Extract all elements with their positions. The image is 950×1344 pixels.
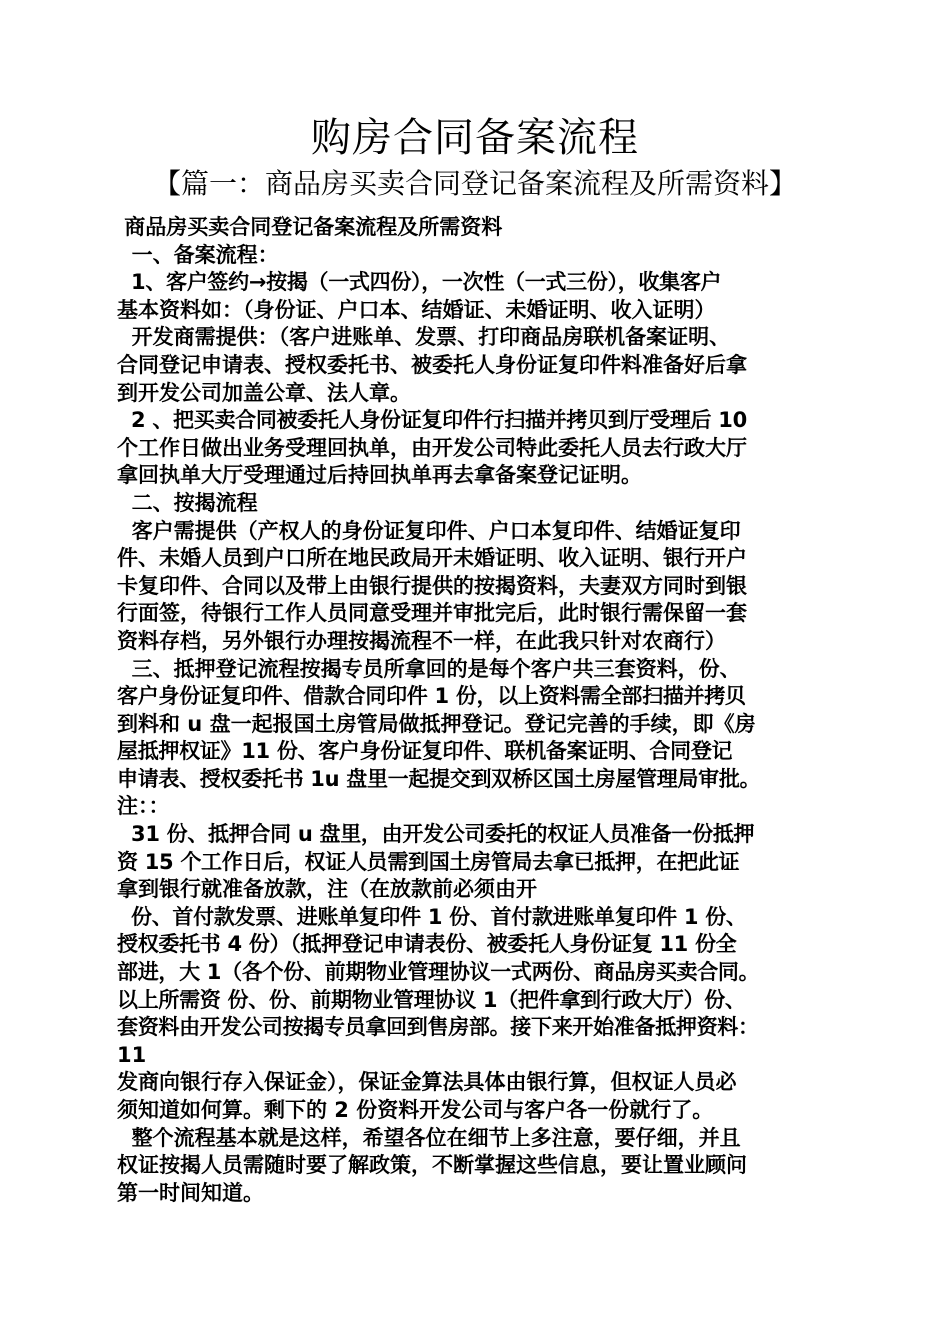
body-line: 第一时间知道。 [117,1180,264,1205]
body-line: 件、未婚人员到户口所在地民政局开未婚证明、收入证明、银行开户 [117,546,747,571]
body-line: 2 、把买卖合同被委托人身份证复印件行扫描并拷贝到厅受理后 10 [117,408,747,433]
body-line: 须知道如何算。剩下的 2 份资料开发公司与客户各一份就行了。 [117,1098,714,1122]
body-line: 申请表、授权委托书 1u 盘里一起提交到双桥区国土房屋管理局审批。 [117,766,761,791]
body-line: 31 份、抵押合同 u 盘里，由开发公司委托的权证人员准备一份抵押 [117,822,755,847]
body-line: 基本资料如：（身份证、户口本、结婚证、未婚证明、收入证明） [117,297,716,322]
body-line: 到开发公司加盖公章、法人章。 [117,380,411,405]
body-line: 客户需提供（产权人的身份证复印件、户口本复印件、结婚证复印 [117,518,741,543]
body-line: 份、首付款发票、进账单复印件 1 份、首付款进账单复印件 1 份、 [117,904,747,929]
section-heading: 商品房买卖合同登记备案流程及所需资料 [117,215,503,239]
body-line: 授权委托书 4 份）（抵押登记申请表份、被委托人身份证复 11 份全 [117,932,737,957]
body-line: 屋抵押权证》11 份、客户身份证复印件、联机备案证明、合同登记 [117,739,733,764]
section-heading: 一、备案流程： [117,242,279,267]
body-line: 行面签，待银行工作人员同意受理并审批完后，此时银行需保留一套 [117,601,747,626]
body-line: 发商向银行存入保证金），保证金算法具体由银行算，但权证人员必 [117,1070,737,1095]
body-line: 资料存档，另外银行办理按揭流程不一样，在此我只针对农商行） [117,628,726,653]
document-subtitle: 【篇一：商品房买卖合同登记备案流程及所需资料】 [152,167,797,200]
body-line: 以上所需资 份、份、前期物业管理协议 1（把件拿到行政大厅）份、 [117,987,746,1012]
body-line: 客户身份证复印件、借款合同印件 1 份，以上资料需全部扫描并拷贝 [117,684,746,709]
body-line: 11 [117,1042,147,1067]
body-line: 到料和 u 盘一起报国土房管局做抵押登记。登记完善的手续，即《房 [117,711,756,736]
document-body [117,214,847,1207]
body-line: 卡复印件、合同以及带上由银行提供的按揭资料，夫妻双方同时到银 [117,573,747,598]
body-line: 个工作日做出业务受理回执单，由开发公司特此委托人员去行政大厅 [117,435,747,460]
section-heading: 三、抵押登记流程按揭专员所拿回的是每个客户共三套资料，份、 [117,656,741,681]
section-heading: 二、按揭流程 [117,490,258,515]
body-line: 拿到银行就准备放款，注（在放款前必须由开 [117,877,537,902]
document-title: 购房合同备案流程 [311,115,639,161]
body-line: 1、客户签约→按揭（一式四份），一次性（一式三份），收集客户 [117,270,722,295]
body-line: 开发商需提供：（客户进账单、发票、打印商品房联机备案证明、 [117,325,731,350]
body-line: 合同登记申请表、授权委托书、被委托人身份证复印件料准备好后拿 [117,352,747,377]
body-line: 套资料由开发公司按揭专员拿回到售房部。接下来开始准备抵押资料： [117,1015,759,1040]
body-line: 权证按揭人员需随时要了解政策，不断掌握这些信息，要让置业顾问 [117,1153,747,1178]
body-line: 整个流程基本就是这样，希望各位在细节上多注意，要仔细，并且 [117,1125,741,1150]
body-line: 部进，大 1（各个份、前期物业管理协议一式两份、商品房买卖合同。 [117,960,760,985]
body-line: 拿回执单大厅受理通过后持回执单再去拿备案登记证明。 [117,463,642,488]
note-label: 注：： [117,794,170,819]
body-line: 资 15 个工作日后，权证人员需到国土房管局去拿已抵押，在把此证 [117,849,740,874]
